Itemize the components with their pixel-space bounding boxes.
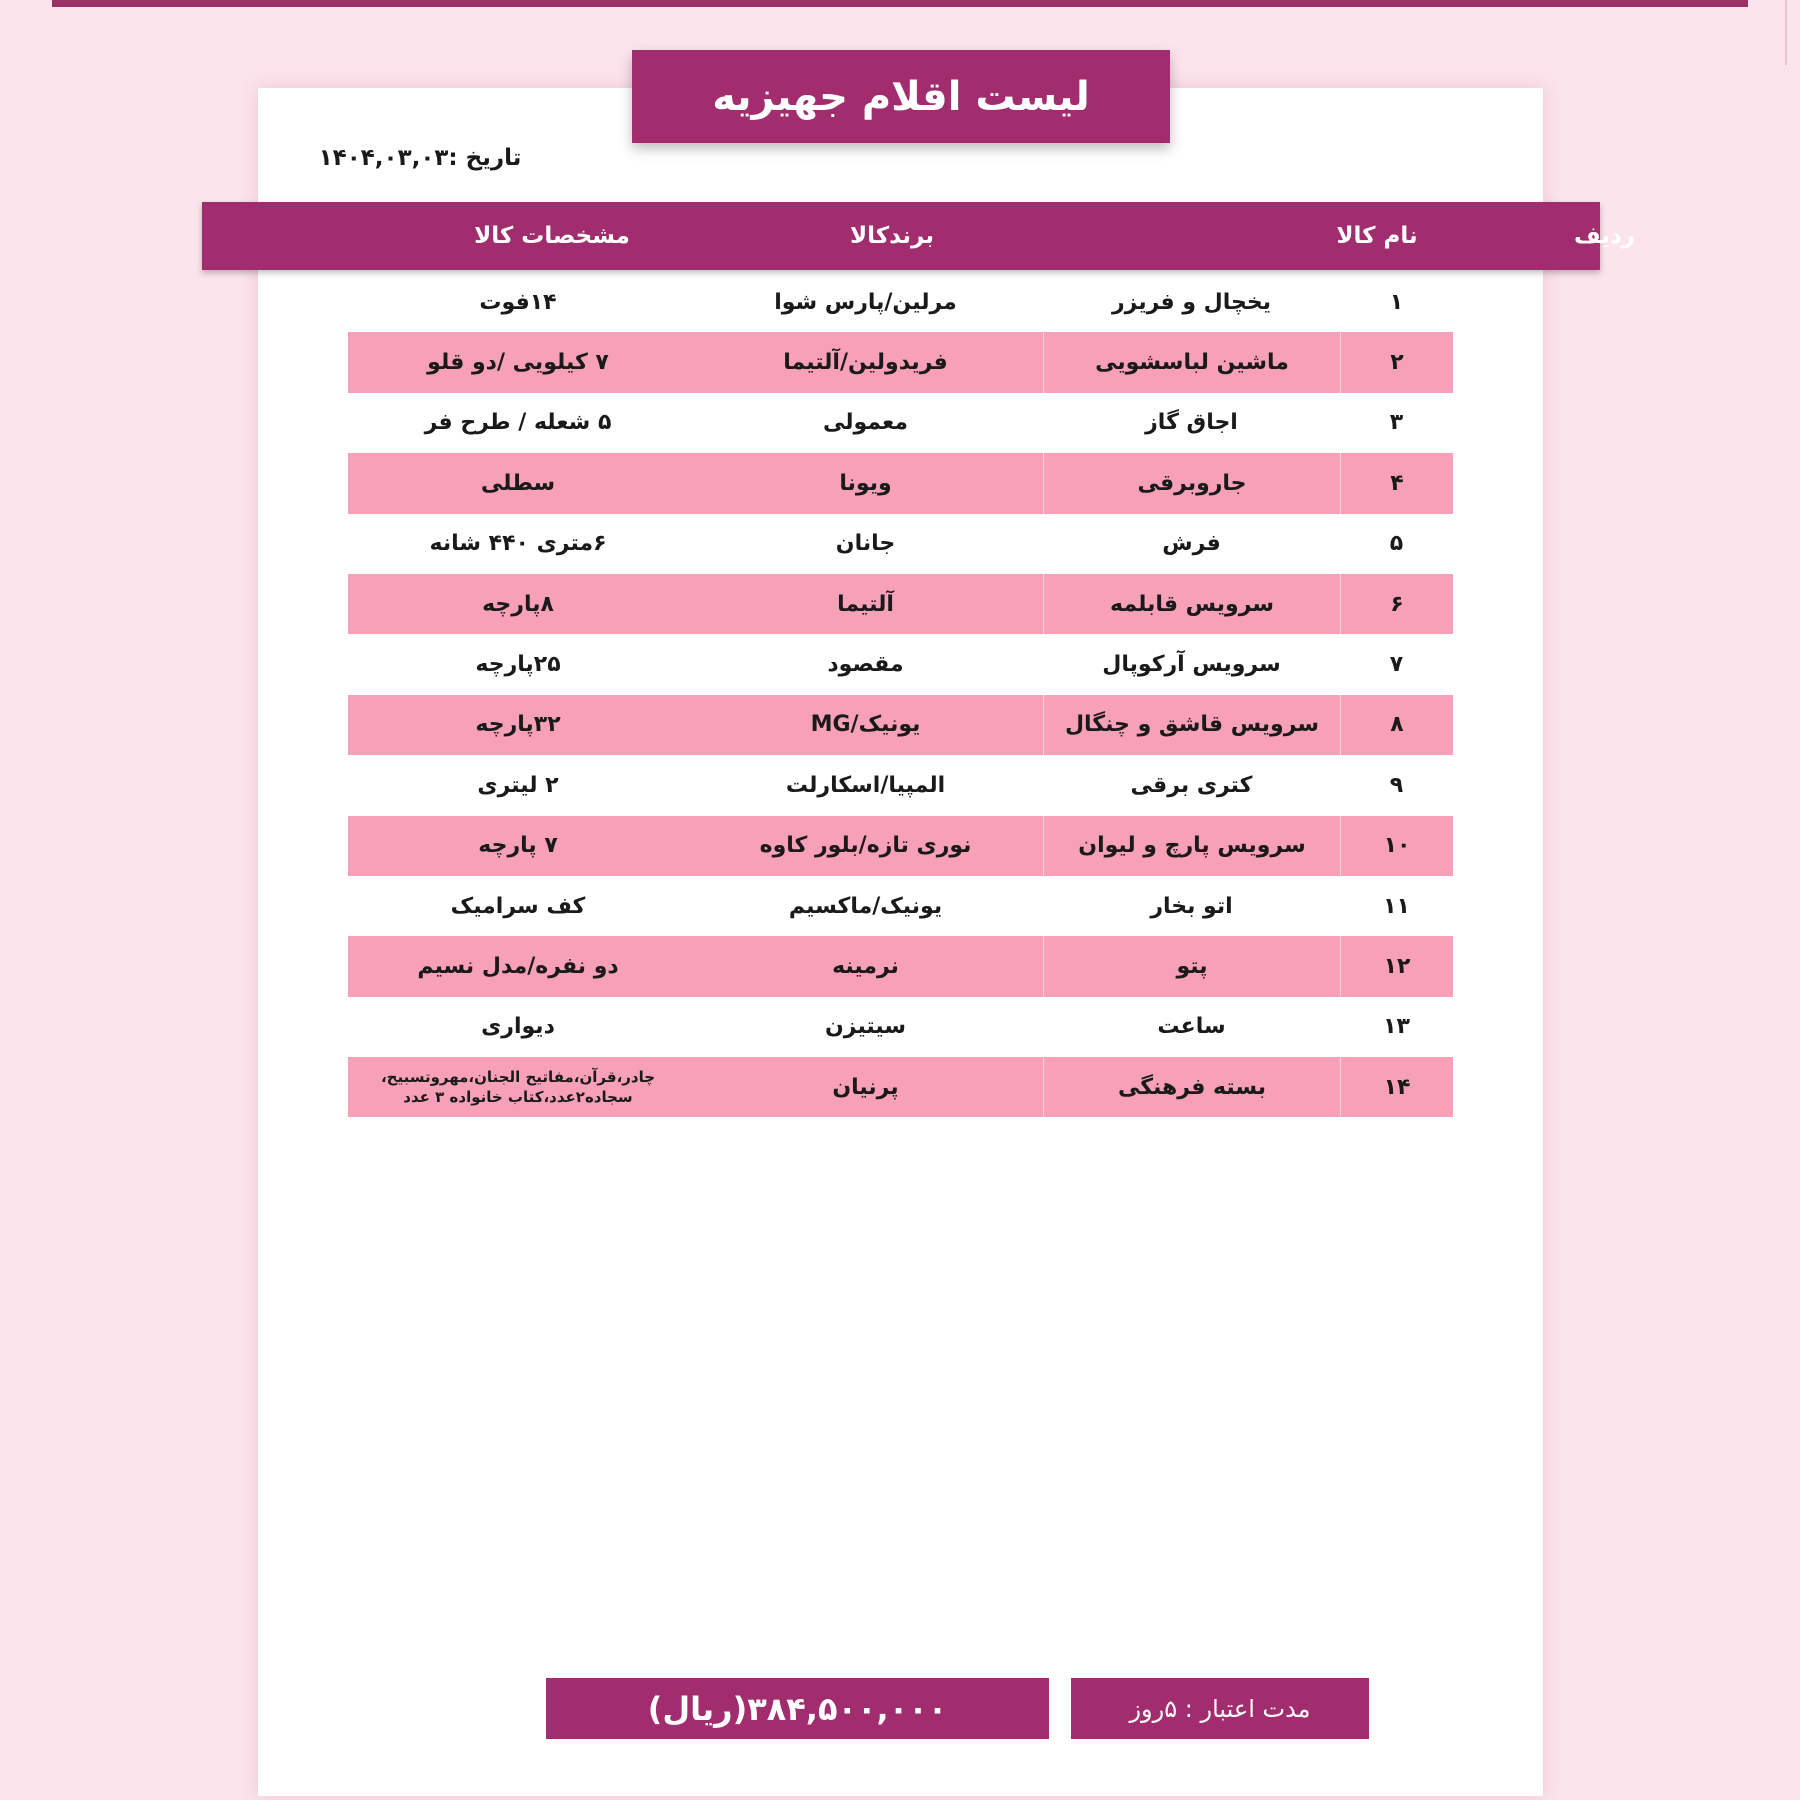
table-row: [348, 997, 1453, 1057]
table-row: [348, 695, 1453, 755]
item-name: اتو بخار: [1150, 893, 1233, 919]
item-name: سرویس قاشق و چنگال: [1043, 695, 1340, 755]
item-brand: نوری تازه/بلور کاوه: [759, 833, 972, 859]
table-header: [202, 202, 1636, 270]
header-num: ردیف: [1573, 223, 1636, 249]
item-brand: پرنیان: [832, 1074, 899, 1100]
table-row: [348, 876, 1453, 936]
item-name: کتری برقی: [1130, 772, 1253, 798]
row-number: ۹: [1389, 772, 1404, 798]
item-brand: نرمینه: [832, 953, 899, 979]
row-number: ۱۳: [1383, 1014, 1410, 1040]
item-spec: ۶متری ۴۴۰ شانه: [429, 531, 607, 557]
item-name: بسته فرهنگی: [1043, 1057, 1340, 1117]
item-brand: معمولی: [822, 410, 909, 436]
item-brand: سیتیزن: [824, 1014, 907, 1040]
table-row: [348, 272, 1453, 332]
row-number: ۷: [1389, 652, 1404, 678]
document-date: تاریخ :۱۴۰۴,۰۳,۰۳: [318, 145, 522, 171]
page-edge-rule: [1785, 0, 1787, 65]
table-row: [348, 634, 1453, 694]
row-number: ۱۱: [1383, 893, 1410, 919]
item-name: یخچال و فریزر: [1111, 289, 1272, 315]
row-number: ۳: [1389, 410, 1404, 436]
item-spec: ۲ لیتری: [477, 772, 559, 798]
table-row: [348, 514, 1453, 574]
row-number: ۱: [1389, 289, 1404, 315]
header-name: نام کالا: [1336, 223, 1418, 249]
top-decorative-strip: [52, 0, 1748, 7]
table-row: [348, 574, 1453, 634]
table-row: [348, 393, 1453, 453]
item-brand: مقصود: [827, 652, 904, 678]
item-spec: ۳۲پارچه: [475, 712, 561, 738]
table-row: [348, 816, 1453, 876]
table-row: [348, 755, 1453, 815]
item-name: جاروبرقی: [1043, 453, 1340, 513]
item-name: سرویس آرکوپال: [1102, 652, 1281, 678]
table-row: [348, 453, 1453, 513]
item-name: پتو: [1043, 936, 1340, 996]
item-brand: ویونا: [839, 470, 892, 496]
item-brand: یونیک/ماکسیم: [788, 893, 943, 919]
item-spec: ۸پارچه: [482, 591, 554, 617]
table-row: [348, 332, 1453, 392]
item-spec: ۷ پارچه: [478, 833, 558, 859]
row-number: ۵: [1389, 531, 1404, 557]
table-row: [348, 1057, 1453, 1117]
item-spec: دیواری: [481, 1014, 555, 1040]
item-spec: چادر،قرآن،مفاتیح الجنان،مهروتسبیح، سجاده۲عدد،کتاب خانواده ۳ عدد: [380, 1068, 656, 1107]
item-name: سرویس پارچ و لیوان: [1043, 816, 1340, 876]
item-spec: ۷ کیلویی /دو قلو: [427, 350, 609, 376]
item-brand: فریدولین/آلتیما: [783, 350, 948, 376]
item-spec: دو نفره/مدل نسیم: [417, 953, 619, 979]
item-brand: جانان: [835, 531, 896, 557]
item-name: ماشین لباسشویی: [1043, 332, 1340, 392]
validity-period: مدت اعتبار : ۵روز: [1071, 1678, 1369, 1739]
item-spec: ۵ شعله / طرح فر: [424, 410, 612, 436]
page-title: لیست اقلام جهیزیه: [632, 50, 1170, 143]
header-spec: مشخصات کالا: [474, 223, 630, 249]
row-number: ۱۲: [1340, 936, 1453, 996]
items-table: [348, 272, 1453, 1117]
item-spec: سطلی: [480, 470, 556, 496]
table-row: [348, 936, 1453, 996]
item-brand: یونیک/MG: [810, 712, 921, 738]
row-number: ۲: [1340, 332, 1453, 392]
row-number: ۶: [1340, 574, 1453, 634]
row-number: ۸: [1340, 695, 1453, 755]
row-number: ۱۴: [1340, 1057, 1453, 1117]
row-number: ۴: [1340, 453, 1453, 513]
header-brand: برندکالا: [850, 223, 935, 249]
total-price: ۳۸۴,۵۰۰,۰۰۰(ریال): [546, 1678, 1049, 1739]
item-spec: ۱۴فوت: [479, 289, 557, 315]
item-spec: ۲۵پارچه: [475, 652, 561, 678]
item-brand: مرلین/پارس شوا: [774, 289, 957, 315]
item-brand: آلتیما: [837, 591, 894, 617]
item-brand: المپیا/اسکارلت: [785, 772, 946, 798]
row-number: ۱۰: [1340, 816, 1453, 876]
item-name: فرش: [1162, 531, 1221, 557]
item-name: سرویس قابلمه: [1043, 574, 1340, 634]
item-name: ساعت: [1157, 1014, 1226, 1040]
item-name: اجاق گاز: [1145, 410, 1238, 436]
item-spec: کف سرامیک: [450, 893, 586, 919]
